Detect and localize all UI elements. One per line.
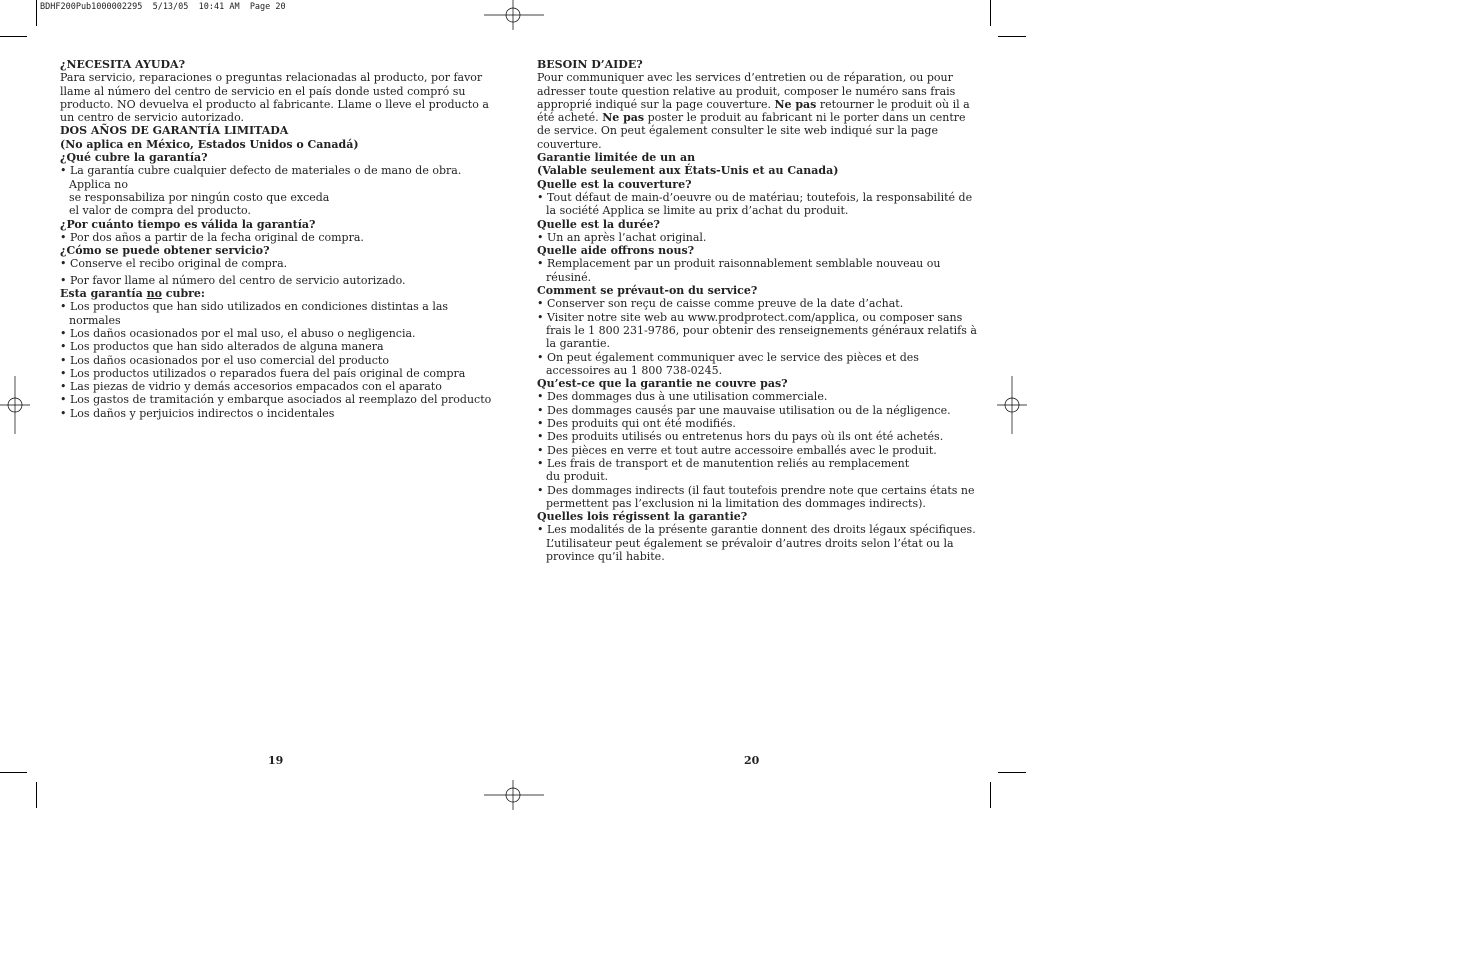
question-coverage: Quelle est la couverture? <box>537 177 692 191</box>
list-item: • Las piezas de vidrio y demás accesorios empacados con el aparato <box>60 380 500 393</box>
crop-mark <box>990 0 991 26</box>
page-number-left: 19 <box>268 754 284 767</box>
question-help: Quelle aide offrons nous? <box>537 244 695 258</box>
print-slug: BDHF200Pub1000002295 5/13/05 10:41 AM Page 20 <box>40 2 286 12</box>
page-number-right: 20 <box>744 754 760 767</box>
list-item: • On peut également communiquer avec le service des pièces et des accessoires au 1 800 738-0245. <box>537 351 977 378</box>
list-item-continuation: du produit. <box>546 470 609 484</box>
list-item: • Los daños ocasionados por el mal uso, el abuso o negligencia. <box>60 327 500 340</box>
help-heading: ¿NECESITA AYUDA? <box>60 58 186 71</box>
crop-mark <box>0 772 27 773</box>
crop-mark <box>36 782 37 808</box>
crop-mark <box>0 36 27 37</box>
registration-mark-left <box>0 376 30 434</box>
list-item: • Los productos que han sido alterados de alguna manera <box>60 340 500 353</box>
list-item: • Les frais de transport et de manutention reliés au remplacement <box>537 457 977 470</box>
crop-mark <box>990 782 991 808</box>
list-item: • Los productos que han sido utilizados en condiciones distintas a las normales <box>60 300 500 327</box>
crop-mark <box>998 36 1026 37</box>
list-item: • Los gastos de tramitación y embarque asociados al reemplazo del producto <box>60 393 500 406</box>
list-item: • Un an après l’achat original. <box>537 231 977 244</box>
help-body-part: poster le produit au fabricant ni le porter dans un centre de service. On peut également consulter le site web indiqué sur la page couverture. <box>537 111 966 151</box>
question-service: Comment se prévaut-on du service? <box>537 284 758 298</box>
list-item: • Por favor llame al número del centro de servicio autorizado. <box>60 274 500 287</box>
warranty-subheading: (No aplica en México, Estados Unidos o Canadá) <box>60 137 359 151</box>
list-item: • Conserver son reçu de caisse comme preuve de la date d’achat. <box>537 297 977 310</box>
warranty-heading: Garantie limitée de un an <box>537 151 696 165</box>
help-body-part: retourner le produit où il a été acheté. <box>537 97 970 125</box>
warranty-heading: DOS AÑOS DE GARANTÍA LIMITADA <box>60 124 289 138</box>
list-item: • Remplacement par un produit raisonnablement semblable nouveau ou réusiné. <box>537 257 977 284</box>
question-coverage: ¿Qué cubre la garantía? <box>60 151 208 165</box>
not-covered-no: no <box>146 287 162 301</box>
list-item: • Des pièces en verre et tout autre accessoire emballés avec le produit. <box>537 444 977 457</box>
french-column <box>537 58 977 563</box>
not-covered-prefix: Esta garantía <box>60 287 147 301</box>
crop-mark <box>998 772 1026 773</box>
question-duration: ¿Por cuánto tiempo es válida la garantía? <box>60 217 316 231</box>
help-body: Para servicio, reparaciones o preguntas relacionadas al producto, por favor llame al número del centro de servicio en el país donde usted compró su producto. NO devuelva el producto al fabricante. Llame o lleve el producto a un centro de servicio autorizado. <box>60 71 489 125</box>
list-item: • La garantía cubre cualquier defecto de materiales o de mano de obra. Applica no <box>60 164 500 191</box>
emphasis-ne-pas: Ne pas <box>602 111 645 125</box>
question-not-covered: Qu’est-ce que la garantie ne couvre pas? <box>537 377 788 391</box>
registration-mark-top <box>484 0 544 30</box>
list-item: • Des dommages indirects (il faut toutefois prendre note que certains états ne permettent pas l’exclusion ni la limitation des dommages indirects). <box>537 484 977 511</box>
registration-mark-bottom <box>484 780 544 810</box>
list-item-continuation: se responsabiliza por ningún costo que exceda <box>69 190 330 204</box>
question-laws: Quelles lois régissent la garantie? <box>537 510 748 524</box>
list-item: • Visiter notre site web au www.prodprotect.com/applica, ou composer sans frais le 1 800 231-9786, pour obtenir des renseignements généraux relatifs à la garantie. <box>537 311 977 351</box>
question-duration: Quelle est la durée? <box>537 217 660 231</box>
crop-mark <box>36 0 37 26</box>
help-body <box>537 71 977 151</box>
not-covered-heading <box>60 287 500 300</box>
list-item: • Tout défaut de main-d’oeuvre ou de matériau; toutefois, la responsabilité de la société Applica se limite au prix d’achat du produit. <box>537 191 977 218</box>
list-item: • Des produits qui ont été modifiés. <box>537 417 977 430</box>
list-item: • Conserve el recibo original de compra. <box>60 257 500 270</box>
emphasis-ne-pas: Ne pas <box>774 97 817 111</box>
list-item: • Los daños ocasionados por el uso comercial del producto <box>60 354 500 367</box>
list-item: • Les modalités de la présente garantie donnent des droits légaux spécifiques. L’utilisateur peut également se prévaloir d’autres droits selon l’état ou la province qu’il habite. <box>537 523 977 563</box>
registration-mark-right <box>997 376 1027 434</box>
help-heading: BESOIN D’AIDE? <box>537 58 643 71</box>
list-item: • Des dommages dus à une utilisation commerciale. <box>537 390 977 403</box>
question-service: ¿Cómo se puede obtener servicio? <box>60 244 270 258</box>
warranty-subheading: (Valable seulement aux États-Unis et au Canada) <box>537 164 839 178</box>
list-item: • Por dos años a partir de la fecha original de compra. <box>60 231 500 244</box>
list-item: • Los daños y perjuicios indirectos o incidentales <box>60 407 500 420</box>
help-body-part: Pour communiquer avec les services d’entretien ou de réparation, ou pour adresser toute question relative au produit, composer le numéro sans frais approprié indiqué sur la page couverture. <box>537 71 956 111</box>
list-item: • Des dommages causés par une mauvaise utilisation ou de la négligence. <box>537 404 977 417</box>
list-item: • Los productos utilizados o reparados fuera del país original de compra <box>60 367 500 380</box>
not-covered-suffix: cubre: <box>161 287 205 301</box>
spanish-column <box>60 58 500 420</box>
list-item: • Des produits utilisés ou entretenus hors du pays où ils ont été achetés. <box>537 430 977 443</box>
list-item-continuation: el valor de compra del producto. <box>69 204 251 218</box>
